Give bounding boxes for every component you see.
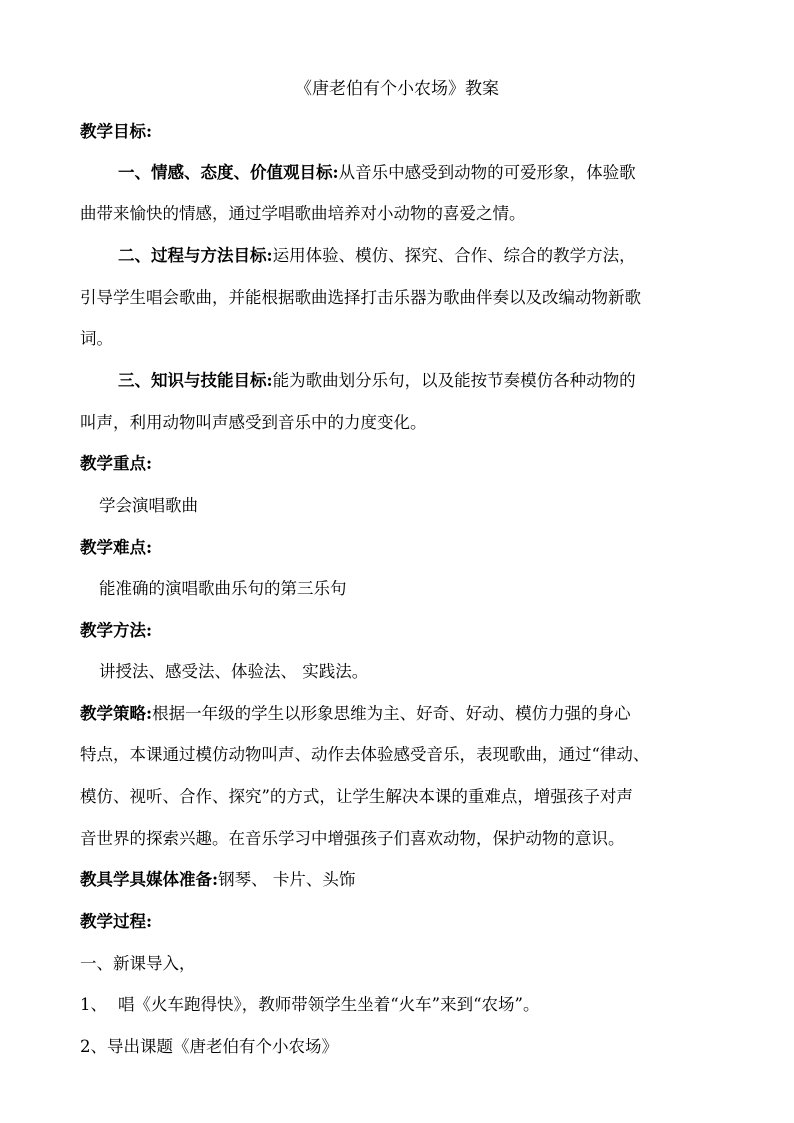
objective-3-label: 三、知识与技能目标: — [118, 371, 273, 390]
objective-3-line-1 — [118, 371, 758, 391]
methods-content: 讲授法、感受法、体验法、 实践法。 — [99, 662, 369, 681]
strategy-heading: 教学策略: — [80, 704, 153, 723]
step-1-text: 唱《火车跑得快》，教师带领学生坐着“火车”来到“农场”。 — [118, 995, 540, 1014]
document-title: 《唐老伯有个小农场》教案 — [295, 79, 499, 99]
process-heading: 教学过程: — [80, 912, 153, 931]
strategy-line-4: 音世界的探索兴趣。在音乐学习中增强孩子们喜欢动物，保护动物的意识。 — [80, 829, 625, 848]
step-2-number: 2、 — [80, 1037, 107, 1056]
objective-2-label: 二、过程与方法目标: — [118, 246, 273, 265]
methods-heading: 教学方法: — [80, 621, 153, 640]
difficulty-heading: 教学难点: — [80, 538, 153, 557]
process-step-2 — [80, 1037, 720, 1057]
materials-heading: 教具学具媒体准备: — [80, 870, 219, 889]
step-2-text: 导出课题《唐老伯有个小农场》 — [107, 1037, 338, 1056]
objective-1-line-2: 曲带来愉快的情感，通过学唱歌曲培养对小动物的喜爱之情。 — [80, 204, 526, 223]
process-step-1 — [80, 995, 720, 1015]
materials-line — [80, 870, 720, 890]
difficulty-content: 能准确的演唱歌曲乐句的第三乐句 — [99, 579, 347, 598]
objective-2-line-2: 引导学生唱会歌曲，并能根据歌曲选择打击乐器为歌曲伴奏以及改编动物新歌 — [80, 288, 641, 307]
objective-2-line-3: 词。 — [80, 329, 113, 348]
step-1-number: 1、 — [80, 995, 107, 1014]
objective-2-text: 运用体验、模仿、探究、合作、综合的教学方法， — [272, 246, 636, 265]
objective-1-label: 一、情感、态度、价值观目标: — [118, 163, 339, 182]
process-section-1: 一、新课导入， — [80, 954, 196, 973]
strategy-text-1: 根据一年级的学生以形象思维为主、好奇、好动、模仿力强的身心 — [152, 704, 631, 723]
strategy-line-2: 特点，本课通过模仿动物叫声、动作去体验感受音乐，表现歌曲，通过“律动、 — [80, 745, 650, 764]
objective-3-line-2: 叫声，利用动物叫声感受到音乐中的力度变化。 — [80, 413, 427, 432]
key-point-content: 学会演唱歌曲 — [99, 496, 198, 515]
materials-content: 钢琴、 卡片、头饰 — [218, 870, 356, 889]
objective-3-text: 能为歌曲划分乐句，以及能按节奏模仿各种动物的 — [272, 371, 636, 390]
key-point-heading: 教学重点: — [80, 454, 153, 473]
objective-1-line-1 — [118, 163, 758, 183]
strategy-line-1 — [80, 704, 720, 724]
objective-1-text: 从音乐中感受到动物的可爱形象，体验歌 — [338, 163, 636, 182]
objective-2-line-1 — [118, 246, 758, 266]
strategy-line-3: 模仿、视听、合作、探究”的方式，让学生解决本课的重难点，增强孩子对声 — [80, 787, 633, 806]
objectives-heading: 教学目标: — [80, 122, 153, 141]
